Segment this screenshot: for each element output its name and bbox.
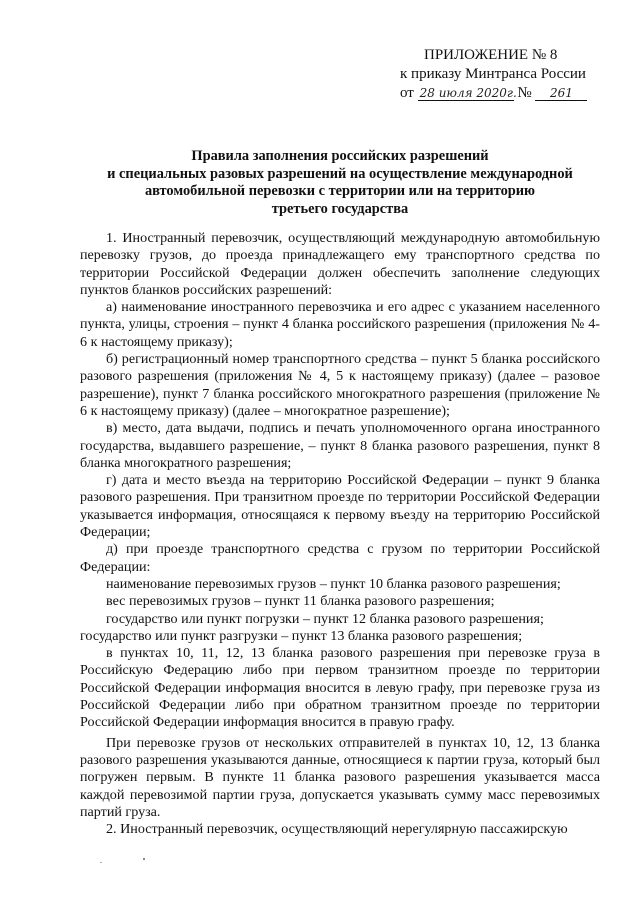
paragraph: наименование перевозимых грузов – пункт 10 бланка разового разрешения;: [106, 575, 561, 592]
appendix-header: [400, 46, 587, 103]
title-line: автомобильной перевозки с территории или на территорию: [144, 183, 536, 199]
paragraph: 1. Иностранный перевозчик, осуществляющий международную автомобильную перевозку грузов, до проезда принадлежащего ему транспортного средства по территории Российской Федерации должен обеспечить заполнение следующих пунктов бланков российских разрешений:: [80, 230, 600, 298]
handwritten-number: 261: [535, 86, 587, 101]
scan-speck: [143, 858, 145, 860]
paragraph: г) дата и место въезда на территорию Российской Федерации – пункт 9 бланка разового разрешения. При транзитном проезде по территории Российской Федерации указывается информация, относящаяся к первому въезду на территорию Российской Федерации;: [80, 472, 600, 541]
title-line: третьего государства: [271, 200, 409, 217]
order-reference: к приказу Минтранса России: [400, 66, 586, 82]
title-line: и специальных разовых разрешений на осуществление международной: [107, 165, 573, 182]
paragraph: государство или пункт разгрузки – пункт 13 бланка разового разрешения;: [80, 627, 523, 644]
date-prefix: от: [400, 85, 414, 101]
paragraph: При перевозке грузов от нескольких отправителей в пунктах 10, 12, 13 бланка разового разрешения указываются данные, относящиеся к партии груза, который был погружен первым. В пункте 11 бланка разового разрешения указывается масса каждой перевозимой партии груза, допускается указывать сумму масс перевозимых партий груза.: [80, 734, 600, 820]
paragraph: в) место, дата выдачи, подпись и печать уполномоченного органа иностранного государства, выдавшего разрешение, – пункт 8 бланка разового разрешения, пункт 8 бланка многократного разрешения;: [80, 420, 600, 471]
paragraph: государство или пункт погрузки – пункт 12 бланка разового разрешения;: [106, 610, 544, 627]
document-body: [80, 230, 600, 838]
order-date-line: [400, 84, 587, 103]
title-line: Правила заполнения российских разрешений: [191, 148, 489, 164]
paragraph: 2. Иностранный перевозчик, осуществляющий нерегулярную пассажирскую: [106, 821, 568, 838]
paragraph: б) регистрационный номер транспортного средства – пункт 5 бланка российского разового разрешения (приложения № 4, 5 к настоящему приказу) (далее – разовое разрешение), пункт 7 бланка российского многократного разрешения (приложение № 6 к настоящему приказу) (далее – многократное разрешение);: [80, 351, 600, 419]
scan-speck: [100, 862, 102, 863]
paragraph: д) при проезде транспортного средства с грузом по территории Российской Федерации:: [80, 541, 600, 575]
number-prefix: №: [517, 85, 532, 101]
paragraph: в пунктах 10, 11, 12, 13 бланка разового разрешения при перевозке груза в Российскую Федерацию либо при первом транзитном проезде по территории Российской Федерации информация вносится в левую графу, при перевозке груза из Российской Федерации либо при обратном транзитном проезде по территории Российской Федерации информация вносится в правую графу.: [80, 645, 600, 731]
paragraph: а) наименование иностранного перевозчика и его адрес с указанием населенного пункта, улицы, строения – пункт 4 бланка российского разрешения (приложения № 4-6 к настоящему приказу);: [80, 299, 600, 350]
appendix-number: ПРИЛОЖЕНИЕ № 8: [424, 47, 558, 63]
document-title: [80, 148, 600, 218]
paragraph: вес перевозимых грузов – пункт 11 бланка разового разрешения;: [106, 593, 495, 610]
handwritten-date: 28 июля 2020г.: [419, 86, 517, 100]
